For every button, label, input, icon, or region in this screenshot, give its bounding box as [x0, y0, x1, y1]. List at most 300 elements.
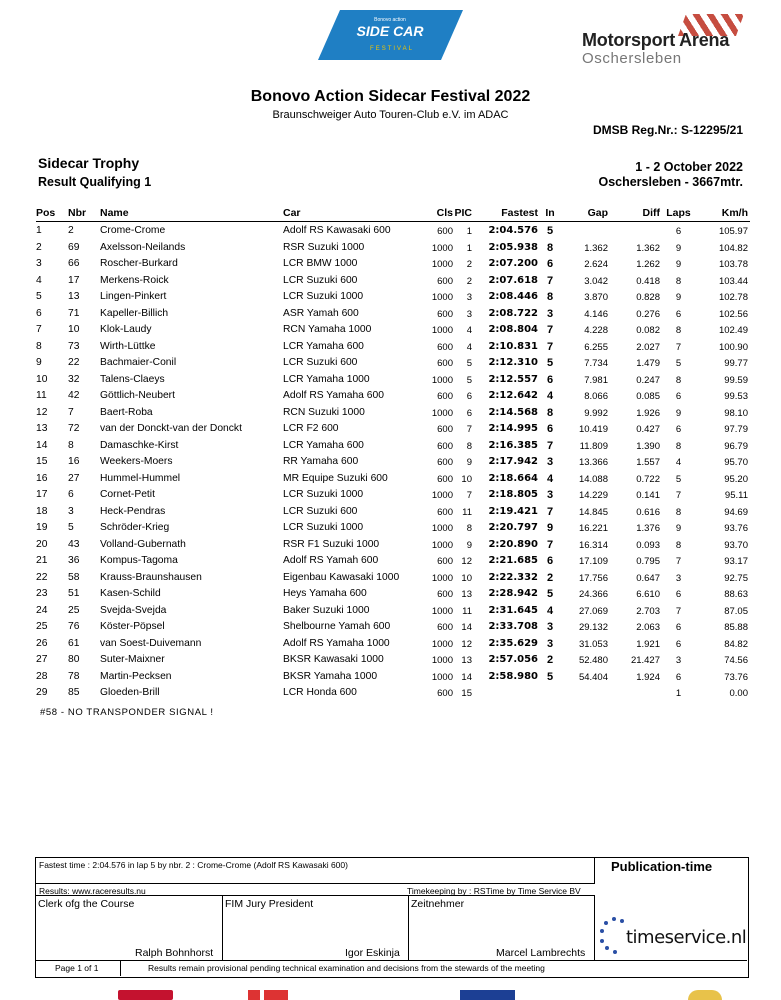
cell-cls: 1000 — [431, 292, 453, 303]
cell-pic: 1 — [466, 226, 472, 237]
sponsor-logo-2 — [248, 990, 288, 1000]
cell-kmh: 84.82 — [724, 638, 748, 650]
cell-in: 9 — [546, 522, 554, 534]
table-row — [36, 223, 750, 240]
cell-diff: 0.722 — [636, 473, 660, 485]
table-row — [36, 273, 750, 290]
cell-cls: 600 — [437, 341, 453, 353]
clerk-label: Clerk ofg the Course — [38, 898, 135, 910]
cell-pic: 3 — [466, 292, 472, 303]
cell-in: 2 — [546, 571, 554, 584]
dmsb-registration: DMSB Reg.Nr.: S-12295/21 — [592, 123, 743, 137]
cell-pic: 7 — [466, 424, 472, 435]
column-header-laps: Laps — [666, 207, 691, 219]
cell-diff: 1.557 — [636, 457, 660, 468]
cell-laps: 6 — [675, 424, 682, 435]
cell-pos: 14 — [36, 439, 48, 451]
cell-fastest: 2:18.805 — [488, 489, 538, 500]
cell-pic: 8 — [466, 523, 472, 534]
cell-pos: 6 — [36, 307, 42, 319]
cell-pos: 19 — [36, 522, 48, 533]
results-table — [36, 206, 750, 702]
table-row — [36, 289, 750, 306]
page-number: Page 1 of 1 — [55, 963, 99, 973]
cell-pic: 14 — [461, 671, 472, 683]
cell-nbr: 25 — [68, 604, 80, 616]
cell-diff: 1.390 — [636, 440, 660, 452]
cell-cls: 1000 — [431, 671, 453, 683]
cell-diff: 2.027 — [636, 341, 660, 353]
cell-car: Baker Suzuki 1000 — [283, 604, 370, 616]
cell-diff: 1.921 — [636, 638, 660, 650]
cell-pic: 11 — [462, 605, 472, 617]
cell-pos: 1 — [36, 225, 42, 236]
cell-car: RSR Suzuki 1000 — [283, 241, 365, 253]
cell-car: LCR Suzuki 600 — [283, 357, 358, 368]
cell-fastest: 2:58.980 — [488, 670, 538, 682]
cell-nbr: 6 — [68, 489, 74, 500]
cell-diff: 1.479 — [636, 358, 660, 369]
cell-in: 3 — [546, 456, 554, 468]
cell-gap: 4.228 — [584, 325, 608, 336]
organizer-club: Braunschweiger Auto Touren-Club e.V. im ADAC — [272, 109, 509, 121]
cell-nbr: 2 — [68, 225, 74, 236]
event-venue: Oschersleben - 3667mtr. — [598, 175, 743, 189]
cell-pic: 5 — [466, 358, 472, 369]
cell-laps: 8 — [675, 275, 682, 287]
cell-name: Wirth-Lüttke — [100, 340, 156, 352]
transponder-note: #58 - NO TRANSPONDER SIGNAL ! — [40, 707, 214, 718]
cell-car: Adolf RS Yamaha 1000 — [283, 637, 390, 649]
cell-fastest: 2:07.618 — [488, 274, 538, 286]
cell-pic: 9 — [466, 457, 472, 468]
cell-cls: 600 — [437, 275, 453, 287]
cell-laps: 5 — [675, 358, 682, 369]
cell-car: RCN Yamaha 1000 — [283, 324, 372, 335]
cell-nbr: 3 — [68, 505, 74, 517]
cell-pos: 9 — [36, 357, 42, 368]
table-header — [36, 206, 750, 222]
cell-cls: 600 — [437, 358, 453, 369]
cell-fastest: 2:12.642 — [488, 390, 538, 401]
cell-pic: 14 — [461, 622, 472, 633]
cell-laps: 7 — [675, 605, 682, 617]
table-row — [36, 652, 750, 669]
cell-gap: 31.053 — [578, 638, 608, 650]
cell-name: Hummel-Hummel — [100, 472, 181, 484]
cell-fastest: 2:28.942 — [488, 588, 538, 599]
table-row — [36, 487, 750, 504]
festival-logo-sub: FESTIVAL — [370, 46, 414, 52]
cell-gap: 1.362 — [584, 242, 608, 254]
table-row — [36, 504, 750, 521]
cell-in: 7 — [546, 274, 554, 287]
cell-pic: 1 — [466, 242, 472, 254]
cell-nbr: 16 — [68, 456, 80, 467]
table-row — [36, 636, 750, 653]
cell-pos: 22 — [36, 571, 48, 583]
cell-in: 7 — [546, 538, 554, 551]
fastest-time: Fastest time : 2:04.576 in lap 5 by nbr. 2 : Crome-Crome (Adolf RS Kawasaki 600) — [39, 860, 348, 870]
cell-gap: 8.066 — [584, 391, 608, 402]
cell-kmh: 100.90 — [718, 341, 748, 353]
cell-car: Adolf RS Yamaha 600 — [283, 390, 384, 401]
cell-in: 6 — [546, 258, 554, 270]
cell-kmh: 105.97 — [718, 226, 748, 237]
table-row — [36, 355, 750, 372]
festival-logo-small: Bonovo action — [374, 17, 406, 23]
cell-pic: 11 — [462, 506, 472, 518]
cell-pos: 3 — [36, 258, 42, 269]
cell-nbr: 72 — [68, 423, 80, 434]
cell-diff: 0.082 — [636, 325, 660, 336]
cell-nbr: 66 — [68, 258, 80, 269]
cell-car: LCR Suzuki 600 — [283, 274, 358, 286]
timekeeping-by: Timekeeping by : RSTime by Time Service BV — [407, 886, 581, 896]
cell-fastest: 2:14.995 — [488, 423, 538, 434]
cell-laps: 8 — [675, 374, 682, 386]
cell-nbr: 61 — [68, 637, 80, 649]
cell-car: RCN Suzuki 1000 — [283, 406, 365, 418]
cell-nbr: 58 — [68, 571, 80, 583]
cell-kmh: 74.56 — [724, 655, 748, 666]
table-row — [36, 240, 750, 257]
cell-in: 7 — [546, 439, 554, 452]
cell-nbr: 32 — [68, 373, 80, 385]
cell-fastest: 2:33.708 — [488, 621, 538, 632]
cell-car: Eigenbau Kawasaki 1000 — [283, 571, 400, 583]
cell-kmh: 103.44 — [718, 275, 748, 287]
cell-in: 8 — [546, 241, 554, 254]
cell-diff: 21.427 — [630, 655, 660, 666]
cell-pic: 10 — [461, 572, 472, 584]
cell-nbr: 5 — [68, 522, 74, 533]
cell-name: Bachmaier-Conil — [100, 357, 177, 368]
column-header-car: Car — [283, 207, 301, 219]
cell-fastest: 2:16.385 — [488, 439, 538, 451]
cell-diff: 2.063 — [636, 622, 660, 633]
cell-car: LCR Suzuki 1000 — [283, 522, 364, 533]
cell-laps: 9 — [675, 292, 682, 303]
festival-logo-main: SIDE CAR — [356, 23, 424, 39]
cell-pos: 5 — [36, 291, 42, 302]
cell-diff: 0.795 — [636, 556, 660, 567]
cell-fastest: 2:22.332 — [488, 571, 538, 583]
table-row — [36, 322, 750, 339]
cell-pic: 12 — [461, 556, 472, 567]
cell-fastest: 2:08.804 — [488, 324, 538, 335]
cell-cls: 1000 — [431, 374, 453, 386]
cell-nbr: 69 — [68, 241, 80, 253]
cell-laps: 6 — [675, 671, 682, 683]
cell-car: LCR Suzuki 600 — [283, 505, 358, 517]
cell-cls: 600 — [437, 589, 453, 600]
cell-name: Crome-Crome — [100, 225, 166, 236]
cell-gap: 3.870 — [584, 292, 608, 303]
sponsor-logo-3 — [460, 990, 515, 1000]
cell-diff: 0.247 — [636, 374, 660, 386]
cell-car: LCR Suzuki 1000 — [283, 291, 364, 302]
cell-nbr: 80 — [68, 654, 80, 665]
cell-name: Svejda-Svejda — [100, 604, 167, 616]
cell-pos: 26 — [36, 637, 48, 649]
table-row — [36, 306, 750, 323]
cell-pic: 2 — [466, 259, 472, 270]
cell-pos: 16 — [36, 472, 48, 484]
cell-cls: 1000 — [431, 242, 453, 254]
cell-name: Göttlich-Neubert — [100, 390, 175, 401]
cell-kmh: 99.53 — [724, 391, 748, 402]
cell-laps: 6 — [675, 308, 682, 320]
cell-pic: 8 — [466, 440, 472, 452]
cell-gap: 29.132 — [578, 622, 608, 633]
cell-pos: 23 — [36, 588, 48, 599]
cell-nbr: 7 — [68, 406, 74, 418]
cell-kmh: 97.79 — [724, 424, 748, 435]
cell-pic: 2 — [466, 275, 472, 287]
cell-name: Köster-Pöpsel — [100, 621, 165, 632]
zeitnehmer-label: Zeitnehmer — [411, 898, 465, 910]
cell-pic: 4 — [466, 325, 472, 336]
cell-pos: 11 — [36, 390, 47, 401]
cell-fastest: 2:21.685 — [488, 555, 538, 566]
cell-pic: 3 — [466, 308, 472, 320]
cell-pos: 8 — [36, 340, 42, 352]
cell-nbr: 42 — [68, 390, 80, 401]
cell-cls: 600 — [437, 440, 453, 452]
cell-laps: 8 — [675, 440, 682, 452]
cell-name: Cornet-Petit — [100, 489, 155, 500]
cell-fastest: 2:10.831 — [488, 340, 538, 352]
cell-gap: 16.314 — [578, 539, 608, 551]
cell-cls: 1000 — [431, 325, 453, 336]
cell-pic: 6 — [466, 391, 472, 402]
cell-gap: 3.042 — [584, 275, 608, 287]
cell-diff: 1.262 — [636, 259, 660, 270]
cell-name: Baert-Roba — [100, 406, 153, 418]
cell-cls: 600 — [437, 556, 453, 567]
cell-gap: 14.229 — [578, 490, 608, 501]
cell-in: 7 — [546, 505, 554, 518]
cell-car: BKSR Kawasaki 1000 — [283, 654, 384, 665]
event-dates: 1 - 2 October 2022 — [635, 160, 743, 174]
table-row — [36, 372, 750, 389]
cell-nbr: 17 — [68, 274, 80, 286]
cell-kmh: 98.10 — [724, 407, 748, 419]
cell-cls: 600 — [437, 473, 453, 485]
table-row — [36, 421, 750, 438]
cell-fastest: 2:19.421 — [488, 505, 538, 517]
cell-laps: 9 — [675, 259, 682, 270]
cell-gap: 54.404 — [578, 671, 608, 683]
cell-car: RSR F1 Suzuki 1000 — [283, 538, 380, 550]
sponsor-logo-1 — [118, 990, 173, 1000]
cell-pos: 28 — [36, 670, 48, 682]
cell-in: 7 — [546, 324, 554, 336]
cell-cls: 600 — [437, 457, 453, 468]
cell-gap: 13.366 — [578, 457, 608, 468]
cell-cls: 1000 — [431, 490, 453, 501]
cell-name: Merkens-Roick — [100, 274, 169, 286]
cell-diff: 0.418 — [636, 275, 660, 287]
cell-pic: 12 — [461, 638, 472, 650]
cell-pos: 4 — [36, 274, 42, 286]
table-row — [36, 454, 750, 471]
cell-kmh: 99.77 — [724, 358, 748, 369]
cell-nbr: 36 — [68, 555, 80, 566]
cell-pic: 5 — [466, 374, 472, 386]
cell-in: 3 — [546, 307, 554, 320]
publication-time: Publication-time — [611, 859, 713, 874]
cell-nbr: 13 — [68, 291, 80, 302]
cell-fastest: 2:07.200 — [488, 258, 538, 269]
table-body — [36, 223, 750, 702]
table-row — [36, 603, 750, 620]
results-url: Results: www.raceresults.nu — [39, 886, 146, 896]
table-row — [36, 685, 750, 702]
column-header-fastest: Fastest — [501, 207, 538, 219]
cell-fastest: 2:35.629 — [488, 637, 538, 649]
cell-cls: 600 — [437, 688, 453, 699]
disclaimer: Results remain provisional pending technical examination and decisions from the stewards of the meeting — [148, 963, 545, 973]
cell-car: LCR Yamaha 1000 — [283, 373, 370, 385]
cell-laps: 7 — [675, 341, 682, 353]
cell-laps: 6 — [675, 638, 682, 650]
cell-pic: 6 — [466, 407, 472, 419]
cell-name: Gloeden-Brill — [100, 687, 160, 698]
cell-car: BKSR Yamaha 1000 — [283, 670, 378, 682]
cell-pos: 2 — [36, 241, 42, 253]
cell-kmh: 93.17 — [724, 556, 748, 567]
cell-fastest: 2:17.942 — [488, 456, 538, 467]
cell-fastest: 2:31.645 — [488, 604, 538, 616]
cell-in: 6 — [546, 373, 554, 386]
cell-in: 3 — [546, 621, 554, 633]
table-row — [36, 586, 750, 603]
cell-nbr: 51 — [68, 588, 80, 599]
jury-label: FIM Jury President — [225, 898, 314, 910]
cell-fastest: 2:08.722 — [488, 307, 538, 319]
cell-gap: 4.146 — [584, 308, 608, 320]
cell-pic: 10 — [461, 473, 472, 485]
cell-cls: 1000 — [431, 523, 453, 534]
cell-gap: 7.981 — [584, 374, 608, 386]
cell-in: 3 — [546, 489, 554, 501]
cell-cls: 600 — [437, 424, 453, 435]
cell-laps: 3 — [675, 655, 682, 666]
cell-kmh: 103.78 — [718, 259, 748, 270]
cell-kmh: 95.70 — [724, 457, 748, 468]
table-row — [36, 520, 750, 537]
cell-car: LCR Yamaha 600 — [283, 439, 364, 451]
cell-gap: 24.366 — [578, 589, 608, 600]
cell-fastest: 2:12.557 — [488, 373, 538, 385]
clerk-name: Ralph Bohnhorst — [135, 947, 214, 959]
cell-kmh: 95.11 — [724, 490, 748, 501]
cell-nbr: 8 — [68, 439, 74, 451]
cell-diff: 0.085 — [636, 391, 660, 402]
table-row — [36, 339, 750, 356]
cell-diff: 0.276 — [636, 308, 660, 320]
cell-laps: 7 — [675, 490, 682, 501]
cell-pos: 12 — [36, 406, 48, 418]
cell-kmh: 73.76 — [724, 671, 748, 683]
column-header-pos: Pos — [36, 207, 56, 219]
cell-name: Martin-Pecksen — [100, 670, 172, 682]
motorsport-arena-logo — [578, 12, 743, 68]
session-title: Result Qualifying 1 — [38, 175, 152, 189]
cell-diff: 0.427 — [636, 424, 660, 435]
cell-nbr: 78 — [68, 670, 80, 682]
cell-laps: 1 — [675, 688, 682, 699]
cell-laps: 9 — [675, 407, 682, 419]
cell-laps: 6 — [675, 391, 682, 402]
cell-name: Kasen-Schild — [100, 588, 161, 599]
cell-cls: 600 — [437, 391, 453, 402]
cell-name: Schröder-Krieg — [100, 522, 170, 533]
cell-pos: 25 — [36, 621, 48, 632]
cell-pic: 9 — [466, 539, 472, 551]
cell-laps: 6 — [675, 226, 682, 237]
cell-name: Krauss-Braunshausen — [100, 571, 202, 583]
cell-kmh: 102.49 — [718, 325, 748, 336]
cell-kmh: 93.76 — [724, 523, 748, 534]
cell-diff: 2.703 — [636, 605, 660, 617]
cell-diff: 0.828 — [636, 292, 660, 303]
table-row — [36, 619, 750, 636]
cell-laps: 6 — [675, 622, 682, 633]
cell-in: 4 — [546, 472, 554, 485]
column-header-kmh: Km/h — [721, 207, 748, 219]
cell-in: 5 — [546, 588, 554, 600]
column-header-name: Name — [100, 207, 129, 219]
cell-gap: 27.069 — [578, 605, 608, 617]
cell-pos: 7 — [36, 324, 42, 335]
cell-gap: 17.756 — [578, 572, 608, 584]
cell-gap: 6.255 — [584, 341, 608, 353]
column-header-in: In — [545, 207, 555, 219]
cell-name: Klok-Laudy — [100, 324, 152, 335]
cell-kmh: 94.69 — [724, 506, 748, 518]
cell-name: van Soest-Duivemann — [100, 637, 202, 649]
cell-pos: 18 — [36, 505, 48, 517]
cell-fastest: 2:08.446 — [488, 291, 538, 302]
cell-pos: 20 — [36, 538, 48, 550]
cell-laps: 6 — [675, 589, 682, 600]
cell-kmh: 85.88 — [724, 622, 748, 633]
cell-laps: 3 — [675, 572, 682, 584]
cell-nbr: 22 — [68, 357, 80, 368]
cell-diff: 0.093 — [636, 539, 660, 551]
cell-kmh: 102.78 — [718, 292, 748, 303]
cell-pos: 21 — [36, 555, 48, 566]
cell-cls: 1000 — [431, 572, 453, 584]
cell-gap: 16.221 — [578, 523, 608, 534]
cell-in: 6 — [546, 555, 554, 567]
cell-car: Adolf RS Yamah 600 — [283, 555, 379, 566]
event-title: Bonovo Action Sidecar Festival 2022 — [250, 88, 531, 105]
cell-name: Volland-Gubernath — [100, 538, 186, 550]
cell-gap: 10.419 — [578, 424, 608, 435]
cell-laps: 4 — [675, 457, 682, 468]
cell-laps: 9 — [675, 523, 682, 534]
cell-in: 2 — [546, 654, 554, 666]
cell-laps: 8 — [675, 506, 682, 518]
cell-gap: 52.480 — [578, 655, 608, 666]
column-header-pic: PIC — [454, 207, 472, 219]
cell-kmh: 99.59 — [724, 374, 748, 386]
table-row — [36, 438, 750, 455]
